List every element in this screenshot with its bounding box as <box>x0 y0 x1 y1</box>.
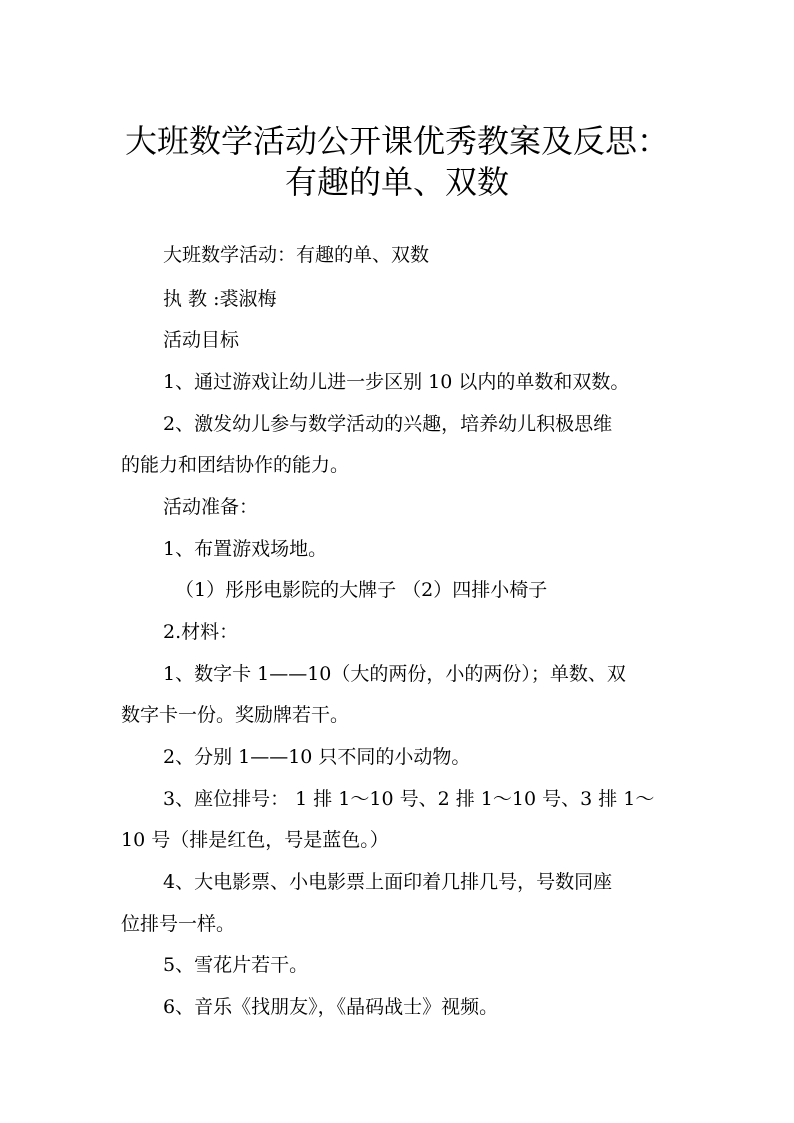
prep-item-1: 1、布置游戏场地。 <box>163 538 328 560</box>
section-heading-preparation: 活动准备： <box>163 496 259 518</box>
material-item-3: 3、座位排号： 1 排 1～10 号、2 排 1～10 号、3 排 1～ <box>163 788 655 810</box>
goal-item-2-continued: 的能力和团结协作的能力。 <box>121 454 350 476</box>
section-heading-goals: 活动目标 <box>163 329 240 351</box>
prep-subitems: （1）彤彤电影院的大牌子 （2）四排小椅子 <box>175 579 548 601</box>
material-item-6: 6、音乐《找朋友》，《晶码战士》视频。 <box>163 996 499 1018</box>
teacher-line: 执 教 :裘淑梅 <box>163 288 277 310</box>
material-item-4: 4、大电影票、小电影票上面印着几排几号，号数同座 <box>163 871 613 893</box>
material-item-1: 1、数字卡 1——10（大的两份，小的两份）；单数、双 <box>163 663 626 685</box>
material-item-1-continued: 数字卡一份。奖励牌若干。 <box>121 704 350 726</box>
material-item-3-continued: 10 号（排是红色，号是蓝色。） <box>121 829 389 851</box>
activity-heading: 大班数学活动：有趣的单、双数 <box>163 244 430 266</box>
goal-item-1: 1、通过游戏让幼儿进一步区别 10 以内的单数和双数。 <box>163 371 630 393</box>
prep-item-2-materials: 2.材料： <box>163 621 239 643</box>
material-item-4-continued: 位排号一样。 <box>121 913 236 935</box>
document-title-line-1: 大班数学活动公开课优秀教案及反思： <box>124 122 669 161</box>
goal-item-2: 2、激发幼儿参与数学活动的兴趣，培养幼儿积极思维 <box>163 413 613 435</box>
material-item-5: 5、雪花片若干。 <box>163 954 309 976</box>
document-title-line-2: 有趣的单、双数 <box>284 163 509 202</box>
material-item-2: 2、分别 1——10 只不同的小动物。 <box>163 746 471 768</box>
